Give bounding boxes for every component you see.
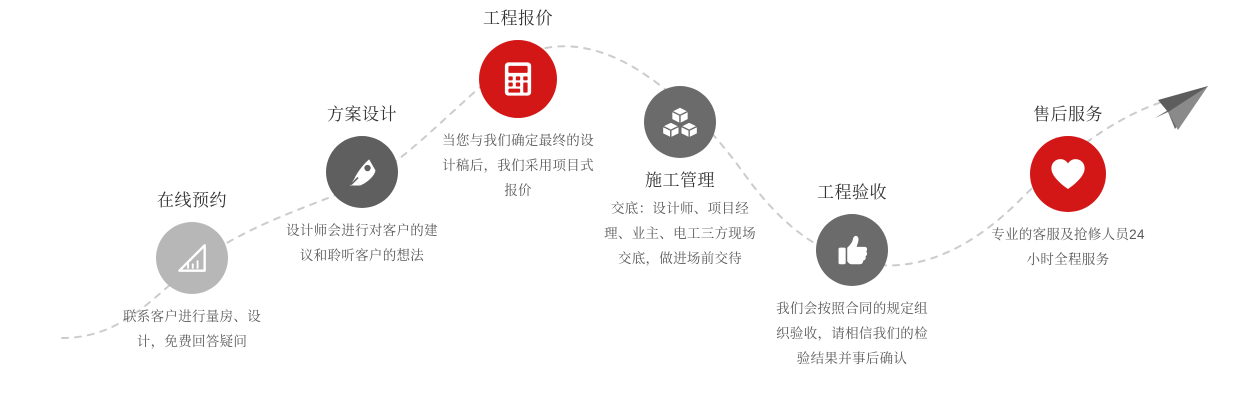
step-title: 施工管理 bbox=[645, 171, 715, 190]
step-description: 联系客户进行量房、设计，免费回答疑问 bbox=[123, 309, 261, 349]
process-step-3 bbox=[438, 8, 598, 203]
process-step-5 bbox=[772, 182, 932, 371]
step-title: 工程报价 bbox=[483, 9, 553, 28]
paper-plane-arrow-icon bbox=[1155, 86, 1208, 130]
step-title: 方案设计 bbox=[327, 105, 397, 124]
process-step-1 bbox=[112, 190, 272, 354]
calculator-icon bbox=[479, 40, 557, 118]
step-title: 售后服务 bbox=[1033, 105, 1103, 124]
ruler-triangle-icon bbox=[156, 222, 228, 294]
step-description: 当您与我们确定最终的设计稿后，我们采用项目式报价 bbox=[442, 133, 594, 198]
step-title: 在线预约 bbox=[157, 191, 227, 210]
process-step-2 bbox=[282, 104, 442, 268]
step-title: 工程验收 bbox=[817, 183, 887, 202]
heart-icon bbox=[1030, 136, 1106, 212]
step-description: 交底：设计师、项目经理、业主、电工三方现场交底，做进场前交待 bbox=[604, 201, 756, 266]
process-step-6 bbox=[988, 104, 1148, 272]
step-description: 专业的客服及抢修人员24小时全程服务 bbox=[991, 227, 1145, 267]
step-description: 设计师会进行对客户的建议和聆听客户的想法 bbox=[286, 223, 438, 263]
pen-nib-icon bbox=[326, 136, 398, 208]
process-step-4 bbox=[600, 86, 760, 271]
step-description: 我们会按照合同的规定组织验收，请相信我们的检验结果并事后确认 bbox=[776, 301, 928, 366]
boxes-stack-icon bbox=[644, 86, 716, 158]
thumbs-up-icon bbox=[816, 214, 888, 286]
